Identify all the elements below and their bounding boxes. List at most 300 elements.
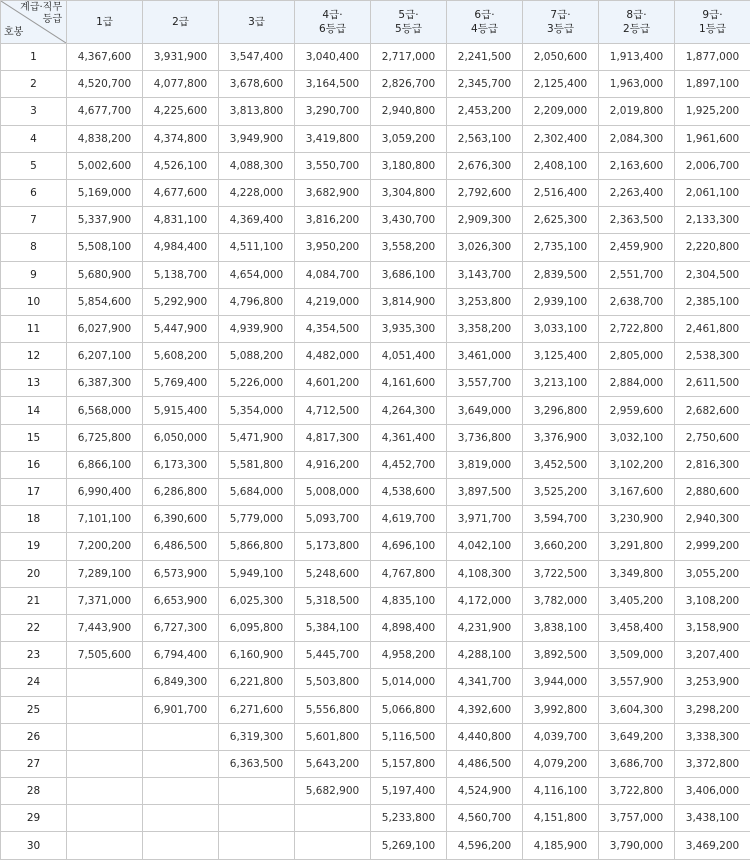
salary-cell: 3,405,200 <box>599 587 675 614</box>
salary-cell: 5,508,100 <box>67 234 143 261</box>
salary-cell: 3,838,100 <box>523 614 599 641</box>
header-row <box>1 1 750 44</box>
salary-cell: 5,682,900 <box>295 778 371 805</box>
column-header-line: 3급 <box>248 16 265 28</box>
salary-cell: 7,443,900 <box>67 614 143 641</box>
step-cell: 10 <box>1 288 67 315</box>
step-cell: 23 <box>1 642 67 669</box>
salary-cell: 4,369,400 <box>219 207 295 234</box>
salary-cell: 4,898,400 <box>371 614 447 641</box>
salary-cell: 3,213,100 <box>523 370 599 397</box>
salary-cell: 4,264,300 <box>371 397 447 424</box>
salary-cell: 3,649,200 <box>599 723 675 750</box>
salary-cell: 7,200,200 <box>67 533 143 560</box>
salary-cell: 4,051,400 <box>371 343 447 370</box>
salary-cell: 2,750,600 <box>675 424 750 451</box>
salary-cell <box>219 805 295 832</box>
salary-cell: 3,296,800 <box>523 397 599 424</box>
table-row <box>1 750 750 777</box>
salary-cell: 6,573,900 <box>143 560 219 587</box>
step-cell: 19 <box>1 533 67 560</box>
salary-cell: 6,363,500 <box>219 750 295 777</box>
column-header-line: 3등급 <box>547 23 574 35</box>
salary-cell: 5,138,700 <box>143 261 219 288</box>
salary-cell: 3,682,900 <box>295 179 371 206</box>
column-header <box>67 1 143 44</box>
salary-cell: 1,961,600 <box>675 125 750 152</box>
salary-cell: 5,684,000 <box>219 479 295 506</box>
salary-cell: 3,452,500 <box>523 451 599 478</box>
salary-cell: 4,225,600 <box>143 98 219 125</box>
column-header <box>219 1 295 44</box>
salary-cell: 1,925,200 <box>675 98 750 125</box>
salary-cell: 3,290,700 <box>295 98 371 125</box>
salary-cell: 4,077,800 <box>143 71 219 98</box>
salary-cell: 3,557,900 <box>599 669 675 696</box>
step-cell: 17 <box>1 479 67 506</box>
salary-cell: 3,291,800 <box>599 533 675 560</box>
salary-cell: 4,958,200 <box>371 642 447 669</box>
salary-cell: 7,371,000 <box>67 587 143 614</box>
step-cell: 11 <box>1 315 67 342</box>
step-cell: 8 <box>1 234 67 261</box>
salary-cell: 4,108,300 <box>447 560 523 587</box>
salary-cell: 3,757,000 <box>599 805 675 832</box>
step-cell: 21 <box>1 587 67 614</box>
salary-cell: 4,079,200 <box>523 750 599 777</box>
salary-cell: 2,735,100 <box>523 234 599 261</box>
column-header-line: 4급· <box>322 9 343 21</box>
salary-cell: 5,233,800 <box>371 805 447 832</box>
salary-cell <box>295 832 371 859</box>
column-header-line: 4등급 <box>471 23 498 35</box>
salary-cell: 2,884,000 <box>599 370 675 397</box>
salary-cell: 4,486,500 <box>447 750 523 777</box>
table-row <box>1 397 750 424</box>
step-cell: 13 <box>1 370 67 397</box>
salary-cell: 4,161,600 <box>371 370 447 397</box>
step-cell: 12 <box>1 343 67 370</box>
salary-cell: 2,682,600 <box>675 397 750 424</box>
salary-cell: 3,790,000 <box>599 832 675 859</box>
salary-cell: 4,831,100 <box>143 207 219 234</box>
salary-cell: 5,173,800 <box>295 533 371 560</box>
salary-cell: 2,125,400 <box>523 71 599 98</box>
salary-cell: 6,990,400 <box>67 479 143 506</box>
column-header <box>675 1 750 44</box>
salary-cell <box>67 805 143 832</box>
step-cell: 27 <box>1 750 67 777</box>
step-cell: 14 <box>1 397 67 424</box>
salary-cell: 3,304,800 <box>371 179 447 206</box>
salary-cell: 4,361,400 <box>371 424 447 451</box>
salary-cell: 5,197,400 <box>371 778 447 805</box>
salary-cell: 3,158,900 <box>675 614 750 641</box>
salary-cell: 3,461,000 <box>447 343 523 370</box>
salary-cell: 3,372,800 <box>675 750 750 777</box>
salary-cell: 2,019,800 <box>599 98 675 125</box>
salary-cell: 3,164,500 <box>295 71 371 98</box>
salary-cell: 6,173,300 <box>143 451 219 478</box>
salary-cell: 3,059,200 <box>371 125 447 152</box>
step-cell: 25 <box>1 696 67 723</box>
salary-cell: 5,447,900 <box>143 315 219 342</box>
salary-cell: 2,408,100 <box>523 152 599 179</box>
salary-cell: 3,509,000 <box>599 642 675 669</box>
salary-cell: 4,151,800 <box>523 805 599 832</box>
salary-cell: 5,643,200 <box>295 750 371 777</box>
salary-cell: 4,524,900 <box>447 778 523 805</box>
salary-cell: 3,814,900 <box>371 288 447 315</box>
salary-cell: 2,611,500 <box>675 370 750 397</box>
salary-cell: 3,430,700 <box>371 207 447 234</box>
salary-cell: 3,338,300 <box>675 723 750 750</box>
salary-cell: 3,594,700 <box>523 506 599 533</box>
salary-cell: 1,913,400 <box>599 44 675 71</box>
salary-cell: 3,349,800 <box>599 560 675 587</box>
salary-cell: 6,794,400 <box>143 642 219 669</box>
salary-cell: 4,619,700 <box>371 506 447 533</box>
salary-cell: 3,026,300 <box>447 234 523 261</box>
salary-cell: 3,550,700 <box>295 152 371 179</box>
table-row <box>1 343 750 370</box>
table-row <box>1 587 750 614</box>
salary-cell: 2,209,000 <box>523 98 599 125</box>
salary-cell: 2,345,700 <box>447 71 523 98</box>
table-row <box>1 179 750 206</box>
column-header <box>447 1 523 44</box>
salary-cell: 5,866,800 <box>219 533 295 560</box>
salary-cell: 2,638,700 <box>599 288 675 315</box>
salary-cell: 1,897,100 <box>675 71 750 98</box>
step-cell: 18 <box>1 506 67 533</box>
salary-cell: 3,438,100 <box>675 805 750 832</box>
salary-cell: 4,520,700 <box>67 71 143 98</box>
salary-cell <box>67 669 143 696</box>
column-header-line: 8급· <box>626 9 647 21</box>
salary-cell: 4,452,700 <box>371 451 447 478</box>
salary-cell: 2,880,600 <box>675 479 750 506</box>
corner-step-label: 호봉 <box>4 27 24 38</box>
salary-cell: 5,008,000 <box>295 479 371 506</box>
step-cell: 4 <box>1 125 67 152</box>
salary-cell: 5,915,400 <box>143 397 219 424</box>
salary-cell: 2,084,300 <box>599 125 675 152</box>
salary-cell: 3,649,000 <box>447 397 523 424</box>
salary-cell: 3,686,700 <box>599 750 675 777</box>
salary-cell: 2,385,100 <box>675 288 750 315</box>
table-row <box>1 696 750 723</box>
salary-cell: 5,093,700 <box>295 506 371 533</box>
salary-cell: 3,469,200 <box>675 832 750 859</box>
salary-cell: 5,292,900 <box>143 288 219 315</box>
salary-cell: 4,601,200 <box>295 370 371 397</box>
salary-cell: 3,253,900 <box>675 669 750 696</box>
salary-cell: 3,143,700 <box>447 261 523 288</box>
salary-cell: 3,376,900 <box>523 424 599 451</box>
salary-cell: 4,288,100 <box>447 642 523 669</box>
salary-cell: 3,992,800 <box>523 696 599 723</box>
salary-cell: 4,939,900 <box>219 315 295 342</box>
salary-cell: 6,727,300 <box>143 614 219 641</box>
salary-cell: 6,025,300 <box>219 587 295 614</box>
salary-cell: 2,516,400 <box>523 179 599 206</box>
column-header-line: 2급 <box>172 16 189 28</box>
salary-cell: 5,157,800 <box>371 750 447 777</box>
salary-cell: 3,678,600 <box>219 71 295 98</box>
salary-cell: 4,116,100 <box>523 778 599 805</box>
table-row <box>1 207 750 234</box>
salary-cell: 5,226,000 <box>219 370 295 397</box>
salary-cell: 5,854,600 <box>67 288 143 315</box>
salary-cell: 3,125,400 <box>523 343 599 370</box>
salary-cell: 5,608,200 <box>143 343 219 370</box>
salary-cell: 5,354,000 <box>219 397 295 424</box>
salary-cell: 4,392,600 <box>447 696 523 723</box>
salary-cell <box>143 723 219 750</box>
salary-cell: 5,769,400 <box>143 370 219 397</box>
salary-cell: 4,511,100 <box>219 234 295 261</box>
salary-cell: 4,560,700 <box>447 805 523 832</box>
table-row <box>1 315 750 342</box>
salary-cell <box>67 696 143 723</box>
salary-cell: 7,505,600 <box>67 642 143 669</box>
salary-cell: 2,563,100 <box>447 125 523 152</box>
salary-cell: 4,172,000 <box>447 587 523 614</box>
salary-cell: 5,169,000 <box>67 179 143 206</box>
salary-cell: 4,219,000 <box>295 288 371 315</box>
salary-cell: 5,471,900 <box>219 424 295 451</box>
salary-cell: 5,601,800 <box>295 723 371 750</box>
column-header-line: 1등급 <box>699 23 726 35</box>
salary-cell: 1,963,000 <box>599 71 675 98</box>
salary-cell: 4,354,500 <box>295 315 371 342</box>
salary-cell: 3,558,200 <box>371 234 447 261</box>
salary-cell: 2,959,600 <box>599 397 675 424</box>
salary-cell: 2,816,300 <box>675 451 750 478</box>
salary-cell: 6,160,900 <box>219 642 295 669</box>
salary-cell: 2,826,700 <box>371 71 447 98</box>
salary-cell: 4,341,700 <box>447 669 523 696</box>
salary-cell: 6,207,100 <box>67 343 143 370</box>
salary-cell: 4,654,000 <box>219 261 295 288</box>
table-row <box>1 506 750 533</box>
salary-cell: 5,581,800 <box>219 451 295 478</box>
salary-cell: 4,440,800 <box>447 723 523 750</box>
salary-cell: 3,207,400 <box>675 642 750 669</box>
salary-cell: 6,387,300 <box>67 370 143 397</box>
salary-cell: 4,084,700 <box>295 261 371 288</box>
corner-header-cell <box>1 1 67 44</box>
salary-cell: 2,940,300 <box>675 506 750 533</box>
salary-cell: 5,248,600 <box>295 560 371 587</box>
salary-cell: 5,066,800 <box>371 696 447 723</box>
salary-cell: 3,358,200 <box>447 315 523 342</box>
salary-cell <box>67 750 143 777</box>
salary-cell: 6,725,800 <box>67 424 143 451</box>
salary-cell: 5,949,100 <box>219 560 295 587</box>
salary-cell: 3,458,400 <box>599 614 675 641</box>
salary-cell: 3,102,200 <box>599 451 675 478</box>
salary-cell: 3,557,700 <box>447 370 523 397</box>
column-header <box>295 1 371 44</box>
salary-cell: 2,163,600 <box>599 152 675 179</box>
step-cell: 15 <box>1 424 67 451</box>
salary-cell: 4,838,200 <box>67 125 143 152</box>
salary-cell: 3,949,900 <box>219 125 295 152</box>
step-cell: 16 <box>1 451 67 478</box>
step-cell: 7 <box>1 207 67 234</box>
column-header <box>599 1 675 44</box>
corner-grade-line2: 등급 <box>42 14 62 25</box>
table-row <box>1 98 750 125</box>
salary-cell: 3,686,100 <box>371 261 447 288</box>
step-cell: 29 <box>1 805 67 832</box>
salary-cell: 4,367,600 <box>67 44 143 71</box>
salary-cell: 4,817,300 <box>295 424 371 451</box>
table-row <box>1 44 750 71</box>
salary-cell: 5,779,000 <box>219 506 295 533</box>
salary-cell: 2,940,800 <box>371 98 447 125</box>
salary-cell: 3,816,200 <box>295 207 371 234</box>
salary-cell <box>143 805 219 832</box>
salary-cell: 3,736,800 <box>447 424 523 451</box>
salary-cell: 4,835,100 <box>371 587 447 614</box>
salary-cell: 2,792,600 <box>447 179 523 206</box>
salary-cell: 6,095,800 <box>219 614 295 641</box>
salary-cell: 4,677,700 <box>67 98 143 125</box>
salary-cell: 2,453,200 <box>447 98 523 125</box>
table-row <box>1 125 750 152</box>
salary-cell: 3,897,500 <box>447 479 523 506</box>
table-body <box>1 44 750 860</box>
salary-cell: 2,241,500 <box>447 44 523 71</box>
salary-cell: 2,061,100 <box>675 179 750 206</box>
column-header <box>523 1 599 44</box>
salary-cell: 2,805,000 <box>599 343 675 370</box>
column-header-line: 6등급 <box>319 23 346 35</box>
salary-cell: 2,304,500 <box>675 261 750 288</box>
salary-cell: 3,230,900 <box>599 506 675 533</box>
salary-cell: 2,006,700 <box>675 152 750 179</box>
salary-cell: 5,503,800 <box>295 669 371 696</box>
salary-cell: 3,525,200 <box>523 479 599 506</box>
salary-cell <box>219 778 295 805</box>
salary-cell: 3,033,100 <box>523 315 599 342</box>
salary-cell: 4,228,000 <box>219 179 295 206</box>
table-row <box>1 614 750 641</box>
salary-cell: 4,185,900 <box>523 832 599 859</box>
column-header-line: 1급 <box>96 16 113 28</box>
step-cell: 28 <box>1 778 67 805</box>
salary-cell: 5,337,900 <box>67 207 143 234</box>
salary-cell <box>67 723 143 750</box>
salary-cell: 4,526,100 <box>143 152 219 179</box>
salary-cell: 2,999,200 <box>675 533 750 560</box>
salary-cell: 6,568,000 <box>67 397 143 424</box>
salary-cell: 1,877,000 <box>675 44 750 71</box>
salary-cell: 5,002,600 <box>67 152 143 179</box>
salary-cell: 2,625,300 <box>523 207 599 234</box>
salary-cell <box>295 805 371 832</box>
step-cell: 9 <box>1 261 67 288</box>
salary-cell: 4,796,800 <box>219 288 295 315</box>
table-row <box>1 805 750 832</box>
salary-cell: 3,950,200 <box>295 234 371 261</box>
step-cell: 30 <box>1 832 67 859</box>
table-row <box>1 832 750 859</box>
table-row <box>1 71 750 98</box>
salary-cell: 3,180,800 <box>371 152 447 179</box>
salary-cell: 3,722,800 <box>599 778 675 805</box>
salary-cell: 7,101,100 <box>67 506 143 533</box>
salary-cell: 4,039,700 <box>523 723 599 750</box>
salary-cell: 2,302,400 <box>523 125 599 152</box>
salary-cell: 2,551,700 <box>599 261 675 288</box>
salary-cell: 2,459,900 <box>599 234 675 261</box>
salary-cell: 5,556,800 <box>295 696 371 723</box>
salary-cell: 6,653,900 <box>143 587 219 614</box>
salary-cell: 2,717,000 <box>371 44 447 71</box>
salary-cell: 2,461,800 <box>675 315 750 342</box>
salary-cell: 4,042,100 <box>447 533 523 560</box>
salary-cell <box>143 750 219 777</box>
salary-cell: 6,286,800 <box>143 479 219 506</box>
salary-cell: 4,984,400 <box>143 234 219 261</box>
salary-cell: 6,027,900 <box>67 315 143 342</box>
salary-cell: 3,298,200 <box>675 696 750 723</box>
salary-cell: 4,696,100 <box>371 533 447 560</box>
salary-cell: 2,909,300 <box>447 207 523 234</box>
salary-cell: 3,660,200 <box>523 533 599 560</box>
salary-cell: 4,916,200 <box>295 451 371 478</box>
salary-cell: 4,538,600 <box>371 479 447 506</box>
salary-cell: 3,604,300 <box>599 696 675 723</box>
table-row <box>1 778 750 805</box>
salary-cell: 2,722,800 <box>599 315 675 342</box>
salary-cell: 2,133,300 <box>675 207 750 234</box>
table-row <box>1 234 750 261</box>
table-row <box>1 669 750 696</box>
salary-cell: 4,374,800 <box>143 125 219 152</box>
salary-cell: 6,390,600 <box>143 506 219 533</box>
salary-cell: 3,167,600 <box>599 479 675 506</box>
column-header-line: 5등급 <box>395 23 422 35</box>
salary-cell: 5,116,500 <box>371 723 447 750</box>
salary-cell: 2,363,500 <box>599 207 675 234</box>
salary-cell: 3,406,000 <box>675 778 750 805</box>
salary-cell: 6,050,000 <box>143 424 219 451</box>
table-row <box>1 723 750 750</box>
table-row <box>1 152 750 179</box>
salary-cell: 6,221,800 <box>219 669 295 696</box>
column-header-line: 6급· <box>474 9 495 21</box>
table-row <box>1 642 750 669</box>
salary-cell: 5,318,500 <box>295 587 371 614</box>
corner-grade-line1: 계급·직무 <box>20 2 62 13</box>
salary-cell: 3,931,900 <box>143 44 219 71</box>
salary-cell: 6,901,700 <box>143 696 219 723</box>
salary-cell: 5,445,700 <box>295 642 371 669</box>
table-row <box>1 479 750 506</box>
step-cell: 3 <box>1 98 67 125</box>
step-cell: 26 <box>1 723 67 750</box>
column-header <box>371 1 447 44</box>
salary-cell <box>67 778 143 805</box>
salary-cell <box>67 832 143 859</box>
salary-cell: 4,596,200 <box>447 832 523 859</box>
salary-cell: 3,108,200 <box>675 587 750 614</box>
